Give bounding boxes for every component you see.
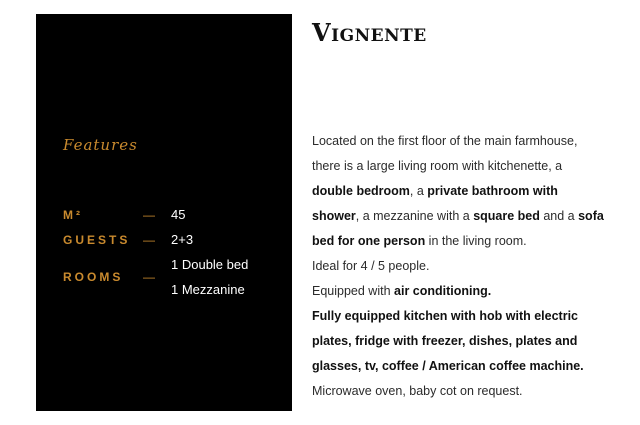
description-line [312,179,612,204]
description-bold: square bed [473,209,540,223]
description-bold: air conditioning. [394,284,492,298]
description-line [312,304,612,329]
description-bold: glasses, tv, coffee / American coffee machine. [312,359,584,373]
feature-value-area: 45 [171,207,186,222]
feature-value-guests: 2+3 [171,232,194,247]
description-line [312,229,612,254]
description-bold: double bedroom [312,184,410,198]
description-line [312,279,612,304]
description-line [312,204,612,229]
description-bold: sofa [578,209,604,223]
feature-dash: — [143,208,155,222]
description-text: Located on the first floor of the main farmhouse, [312,134,578,148]
description-text: Microwave oven, baby cot on request. [312,384,523,398]
feature-dash: — [143,233,155,247]
page-title: Vignente [312,18,427,47]
features-heading: Features [63,136,138,154]
features-panel [36,14,292,411]
feature-dash: — [143,270,155,284]
feature-key-area: M² [63,208,83,222]
feature-row-guests [63,230,283,250]
feature-value-rooms-1: 1 Double bed [171,257,249,272]
description-line [312,329,612,354]
feature-row-rooms [63,255,283,300]
feature-value-rooms-2: 1 Mezzanine [171,282,245,297]
description-bold: Fully equipped kitchen with hob with electric [312,309,578,323]
description-text: Equipped with [312,284,395,298]
feature-key-guests: GUESTS [63,233,131,247]
description-text: , a mezzanine with a [355,209,474,223]
description-text: in the living room. [425,234,527,248]
description-text: and a [539,209,579,223]
description-text: Ideal for 4 / 5 people. [312,259,430,273]
feature-key-rooms: ROOMS [63,270,124,284]
description [312,129,612,404]
description-bold: bed for one person [312,234,426,248]
description-bold: shower [312,209,356,223]
description-line [312,354,612,379]
description-line [312,154,612,179]
description-text: , a [409,184,428,198]
description-text: there is a large living room with kitchenette, a [312,159,563,173]
description-line [312,379,612,404]
description-bold: private bathroom with [427,184,558,198]
feature-row-area [63,205,283,225]
description-line [312,129,612,154]
description-line [312,254,612,279]
description-bold: plates, fridge with freezer, dishes, plates and [312,334,578,348]
